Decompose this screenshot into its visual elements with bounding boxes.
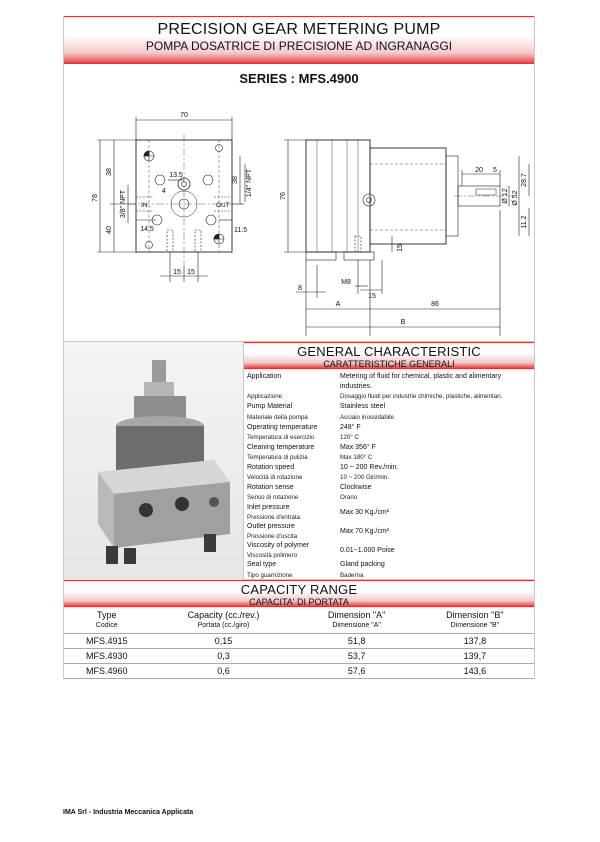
spec-row: Rotation speed 10 ~ 200 Rev./min. [247,464,399,472]
dim-14-5: 14.5 [140,226,154,233]
dim-11-2: 11.2 [521,215,528,229]
dim-38-top: 38 [106,168,113,176]
dim-76: 76 [280,192,287,200]
series-label: SERIES : MFS.4900 [239,71,359,86]
dim-86: 86 [431,301,439,308]
spec-row-pair: Outlet pressure Pressione d'uscita Max 70 Kg./cm² [247,523,390,540]
dim-15-bottom-b: 15 [187,269,195,276]
spec-row: Materiale della pompa Acciaio inossidabile [247,413,394,421]
port-out: OUT [216,202,230,209]
npt-left: 3/8" NPT [120,189,127,219]
spec-row: Operating temperature 248° F [247,423,361,431]
dim-15-side-a: 15 [368,293,376,300]
front-view [92,112,253,282]
general-subtitle: CARATTERISTICHE GENERALI [323,359,455,369]
spec-list [244,369,534,581]
spec-row-pair: Viscosity of polymer Viscosità polimero 0.01~1.000 Poise [247,542,395,559]
spec-row: Seal type Gland packing [247,561,385,569]
spec-row: Tipo guarnizione Baderna [247,571,364,579]
dim-A: A [335,301,341,308]
dim-15-bottom-a: 15 [173,269,181,276]
dim-13-5: 13.5 [169,172,183,179]
technical-drawing [64,90,534,342]
general-characteristic-panel [244,342,534,579]
capacity-subtitle: CAPACITA' DI PORTATA [249,597,349,607]
spec-row: Velocità di rotazione 10 ~ 200 Giri/min. [247,474,390,482]
dim-B: B [400,319,406,326]
spec-row: Senso di rotazione Orario [247,494,358,502]
col-dimension-b: Dimension "B" Dimensione "B" [446,609,504,629]
m8-label: M8 [341,279,351,286]
dia-52: Ø 52 [512,190,519,206]
characteristics-section [64,342,534,580]
general-banner [244,342,534,369]
spec-row: Temperatura di esercizio 120° C [247,433,359,441]
drawing-svg [64,90,534,342]
page-subtitle: POMPA DOSATRICE DI PRECISIONE AD INGRANAGGI [145,39,453,53]
col-type: Type Codice [95,609,118,629]
table-header-row [64,607,534,633]
dim-4: 4 [162,188,166,195]
table-row: MFS.4930 0,3 53,7 139,7 [64,648,534,663]
dim-11-5: 11.5 [234,227,248,234]
dia-12: Ø 12 [502,188,509,204]
spec-row: Applicazione Dosaggio fluidi per industrie chimiche, plastiche, alimentari. [247,393,503,401]
dim-70: 70 [180,112,188,119]
datasheet-frame [63,16,535,679]
title-banner [64,16,534,64]
port-in: IN [141,202,148,209]
side-view [280,140,529,336]
dim-78: 78 [92,194,99,202]
table-row: MFS.4960 0,6 57,6 143,6 [64,663,534,678]
product-photo [64,342,244,580]
general-title: GENERAL CHARACTERISTIC [297,344,481,359]
dim-28-7: 28.7 [521,173,528,187]
spec-row: Temperatura di pulizia Max 180° C [247,454,373,462]
dim-40: 40 [106,226,113,234]
capacity-title: CAPACITY RANGE [240,582,358,597]
capacity-banner [64,580,534,607]
dim-5: 5 [493,167,497,174]
spec-row: Rotation sense Clockwise [247,484,372,492]
npt-top: 1/4" NPT [246,168,253,198]
dim-15-side-b: 15 [397,244,404,252]
spec-row: Pump Material Stainless steel [247,403,386,411]
col-capacity: Capacity (cc./rev.) Portata (cc./giro) [187,609,260,629]
dim-8: 8 [298,285,302,292]
dim-20: 20 [475,167,483,174]
spec-row: Application Metering of fluid for chemical, plastic and alimentary industries. [247,373,502,391]
footer-company: IMA Srl - Industria Meccanica Applicata [63,809,194,816]
dim-38-right: 38 [232,176,239,184]
capacity-table [64,607,534,679]
spec-row-pair: Inlet pressure Pressione d'entrata Max 30 Kg./cm² [247,504,390,521]
page-title: PRECISION GEAR METERING PUMP [157,21,441,38]
spec-row: Cleaning temperature Max 356° F [247,443,376,451]
pump-illustration [64,342,244,580]
table-row: MFS.4915 0,15 51,8 137,8 [64,633,534,648]
col-dimension-a: Dimension "A" Dimensione "A" [327,609,386,629]
